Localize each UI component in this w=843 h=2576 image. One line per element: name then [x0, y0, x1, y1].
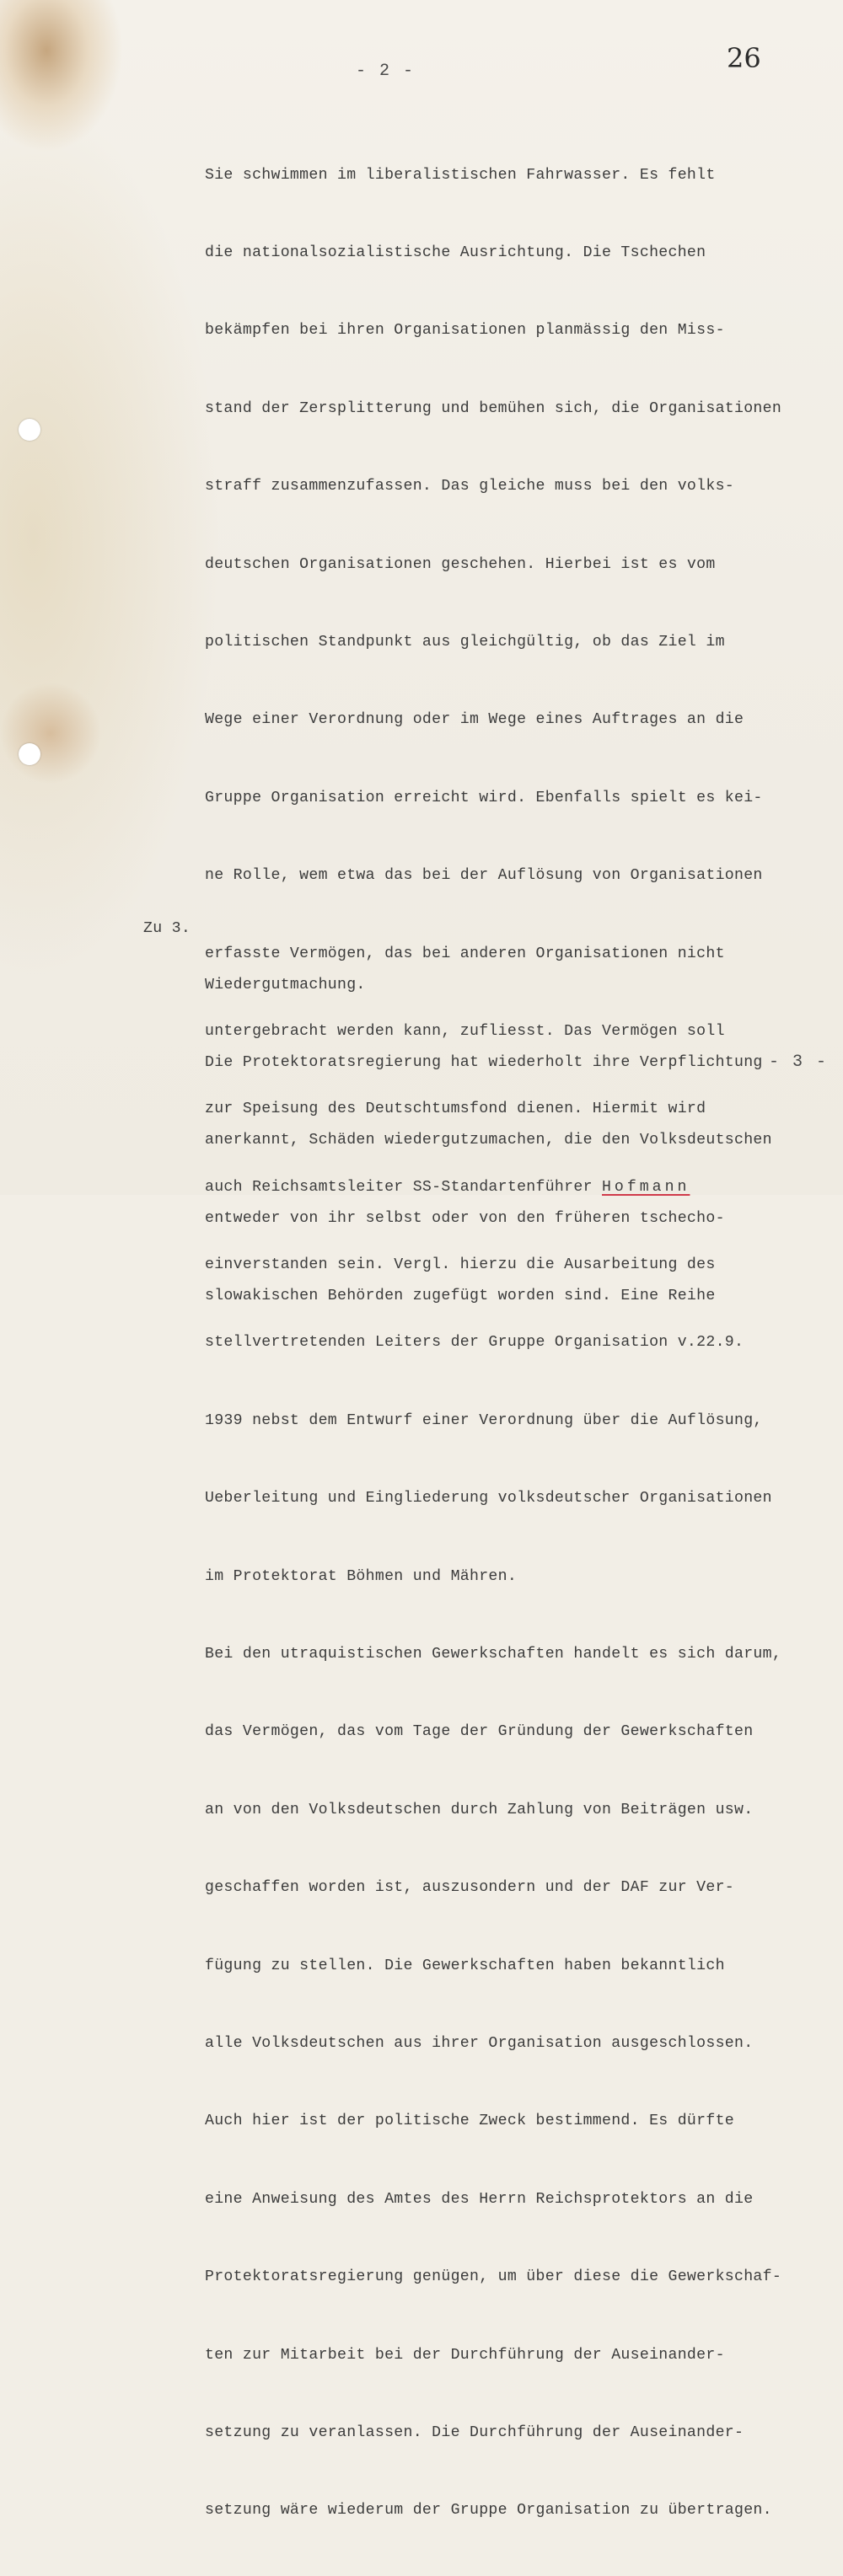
text-line: ne Rolle, wem etwa das bei der Auflösung von Organisationen: [205, 867, 763, 885]
text-line: das Vermögen, das vom Tage der Gründung der Gewerkschaften: [205, 1723, 754, 1741]
text-line: Wege einer Verordnung oder im Wege eines Auftrages an die: [205, 711, 744, 729]
text-line: stand der Zersplitterung und bemühen sich, die Organisationen: [205, 399, 782, 417]
text-line: setzung wäre wiederum der Gruppe Organisation zu übertragen.: [205, 2502, 772, 2520]
text-line: anerkannt, Schäden wiedergutzumachen, die den Volksdeutschen: [205, 1132, 772, 1149]
text-line: fügung zu stellen. Die Gewerkschaften haben bekanntlich: [205, 1957, 725, 1974]
text-line: 1939 nebst dem Entwurf einer Verordnung über die Auflösung,: [205, 1411, 763, 1429]
text-line: erfasste Vermögen, das bei anderen Organisationen nicht: [205, 945, 725, 962]
text-line: im Protektorat Böhmen und Mähren.: [205, 1567, 518, 1585]
folio-number: 26: [727, 42, 761, 74]
text-line: geschaffen worden ist, auszusondern und der DAF zur Ver-: [205, 1879, 734, 1897]
text-line: zur Speisung des Deutschtumsfond dienen. Hiermit wird: [205, 1101, 706, 1118]
text-line: Auch hier ist der politische Zweck bestimmend. Es dürfte: [205, 2113, 734, 2130]
text-line: slowakischen Behörden zugefügt worden sind. Eine Reihe: [205, 1288, 716, 1305]
text-line: stellvertretenden Leiters der Gruppe Organisation v.22.9.: [205, 1334, 744, 1352]
text-line: deutschen Organisationen geschehen. Hierbei ist es vom: [205, 555, 716, 573]
text-line: setzung zu veranlassen. Die Durchführung der Auseinander-: [205, 2423, 744, 2441]
text-line: ten zur Mitarbeit bei der Durchführung der Auseinander-: [205, 2346, 725, 2364]
text-line: politischen Standpunkt aus gleichgültig, ob das Ziel im: [205, 633, 725, 651]
text-line: Die Protektoratsregierung hat wiederholt ihre Verpflichtung: [205, 1053, 763, 1071]
text-line: Protektoratsregierung genügen, um über diese die Gewerkschaf-: [205, 2268, 782, 2286]
text-line: straff zusammenzufassen. Das gleiche muss bei den volks-: [205, 478, 734, 495]
text-line: bekämpfen bei ihren Organisationen planmässig den Miss-: [205, 322, 725, 340]
text-line: Bei den utraquistischen Gewerkschaften handelt es sich darum,: [205, 1646, 782, 1663]
section-3-heading: Wiedergutmachung.: [205, 976, 366, 993]
hofmann-line-prefix: auch Reichsamtsleiter SS-Standartenführer: [205, 1178, 602, 1196]
page-marker-top: - 2 -: [356, 62, 416, 81]
hofmann-name-underlined: Hofmann: [602, 1178, 690, 1196]
text-line: Ueberleitung und Eingliederung volksdeutscher Organisationen: [205, 1490, 772, 1508]
text-line: an von den Volksdeutschen durch Zahlung von Beiträgen usw.: [205, 1801, 754, 1818]
section-3-label: Zu 3.: [143, 920, 191, 937]
text-line: Sie schwimmen im liberalistischen Fahrwasser. Es fehlt: [205, 166, 716, 184]
punch-hole-top: [19, 419, 40, 441]
punch-hole-bottom: [19, 743, 40, 765]
text-line: alle Volksdeutschen aus ihrer Organisation ausgeschlossen.: [205, 2034, 754, 2052]
text-line: eine Anweisung des Amtes des Herrn Reichsprotektors an die: [205, 2190, 754, 2208]
text-line: einverstanden sein. Vergl. hierzu die Ausarbeitung des: [205, 1256, 716, 1274]
text-line: Gruppe Organisation erreicht wird. Ebenfalls spielt es kei-: [205, 789, 763, 806]
text-line: entweder von ihr selbst oder von den früheren tschecho-: [205, 1209, 725, 1227]
text-line: die nationalsozialistische Ausrichtung. Die Tschechen: [205, 244, 706, 261]
next-page-marker: - 3 -: [769, 1052, 829, 1072]
section-3-body: [205, 920, 837, 1362]
text-line: untergebracht werden kann, zufliesst. Das Vermögen soll: [205, 1022, 725, 1040]
